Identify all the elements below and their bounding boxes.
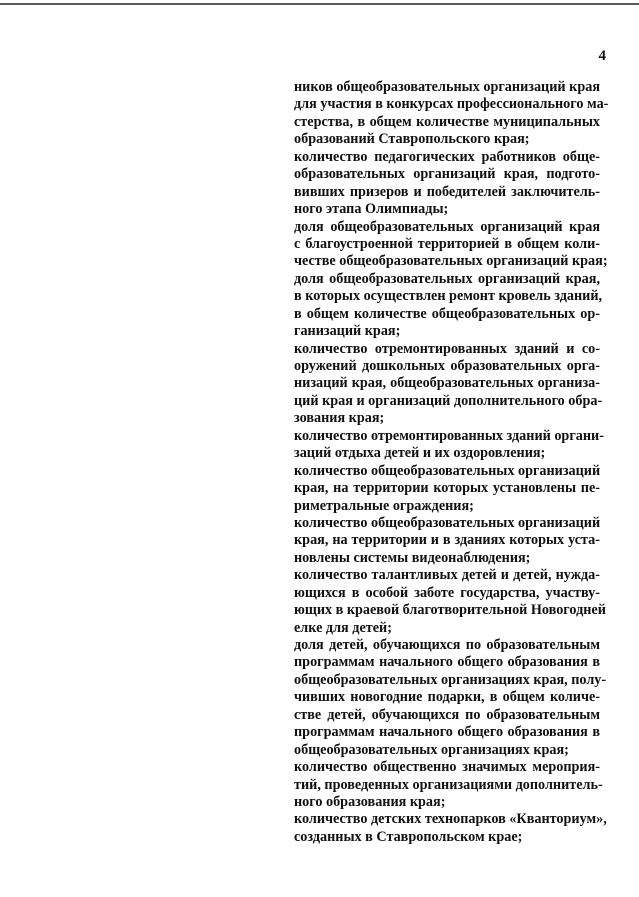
text-line: образовательных организаций края, подгото- — [294, 166, 600, 183]
text-line: количество детских технопарков «Кванториум», — [294, 811, 607, 828]
text-line: в которых осуществлен ремонт кровель зданий, — [294, 288, 603, 305]
text-line: заций отдыха детей и их оздоровления; — [294, 445, 546, 462]
text-line: ного этапа Олимпиады; — [294, 201, 449, 218]
text-line: общеобразовательных организациях края; — [294, 741, 569, 758]
paragraph — [294, 270, 603, 341]
text-line: количество общеобразовательных организаций — [294, 462, 601, 479]
paragraph — [294, 515, 600, 567]
text-line: доля общеобразовательных организаций края, — [294, 270, 600, 287]
text-line: оружений дошкольных образовательных орга- — [294, 358, 600, 374]
paragraph — [294, 427, 604, 463]
text-line: ций края и организаций дополнительного обра- — [294, 392, 603, 409]
text-line: стве детей, обучающихся по образовательным — [294, 706, 600, 723]
paragraph — [294, 759, 603, 811]
text-line: количество общеобразовательных организаций — [294, 514, 601, 531]
text-line: ганизаций края; — [294, 323, 401, 340]
text-line: ного образования края; — [294, 793, 446, 810]
text-line: с благоустроенной территорией в общем коли- — [294, 235, 600, 252]
text-line: чивших новогодние подарки, в общем количе- — [294, 689, 600, 706]
document-text-column — [294, 79, 609, 846]
top-border-line — [0, 3, 639, 5]
text-line: количество общественно значимых мероприя- — [294, 759, 600, 776]
text-line: края, на территории которых установлены пе- — [294, 480, 600, 497]
text-line: ющихся в особой заботе государства, участву- — [294, 584, 600, 601]
paragraph — [294, 218, 608, 271]
text-line: в общем количестве общеобразовательных ор- — [294, 305, 600, 322]
text-line: новлены системы видеонаблюдения; — [294, 549, 531, 566]
text-line: программам начального общего образования в — [294, 654, 600, 671]
text-line: ющих в краевой благотворительной Новогодней — [294, 602, 606, 619]
paragraph — [294, 637, 607, 759]
text-line: елке для детей; — [294, 619, 392, 636]
text-line: для участия в конкурсах профессионального ма- — [294, 96, 609, 113]
page-number: 4 — [598, 48, 606, 64]
text-line: риметральные ограждения; — [294, 497, 474, 514]
text-line: количество педагогических работников обще- — [294, 148, 600, 165]
paragraph — [294, 567, 606, 637]
text-line: стерства, в общем количестве муниципальных — [294, 113, 600, 130]
paragraph — [294, 340, 603, 428]
text-line: низаций края, общеобразовательных организа- — [294, 375, 600, 392]
text-line: зования края; — [294, 410, 385, 427]
paragraph — [294, 149, 600, 219]
text-line: образований Ставропольского края; — [294, 131, 530, 148]
text-line: честве общеобразовательных организаций края; — [294, 253, 608, 270]
text-line: количество отремонтированных зданий органи- — [294, 427, 604, 444]
paragraph — [294, 463, 600, 515]
text-line: края, на территории и в зданиях которых уста- — [294, 532, 600, 549]
text-line: доля детей, обучающихся по образовательным — [294, 637, 600, 653]
text-line: количество отремонтированных зданий и со- — [294, 340, 600, 357]
text-line: программам начального общего образования в — [294, 724, 600, 741]
text-line: вивших призеров и победителей заключитель- — [294, 183, 600, 200]
text-line: тий, проведенных организациями дополнитель- — [294, 776, 603, 793]
text-line: общеобразовательных организациях края, полу- — [294, 671, 607, 688]
paragraph — [294, 811, 607, 846]
paragraph — [294, 79, 609, 149]
text-line: доля общеобразовательных организаций края — [294, 218, 600, 235]
text-line: количество талантливых детей и детей, нужда- — [294, 567, 600, 584]
text-line: созданных в Ставропольском крае; — [294, 828, 523, 845]
text-line: ников общеобразовательных организаций края — [294, 79, 600, 95]
